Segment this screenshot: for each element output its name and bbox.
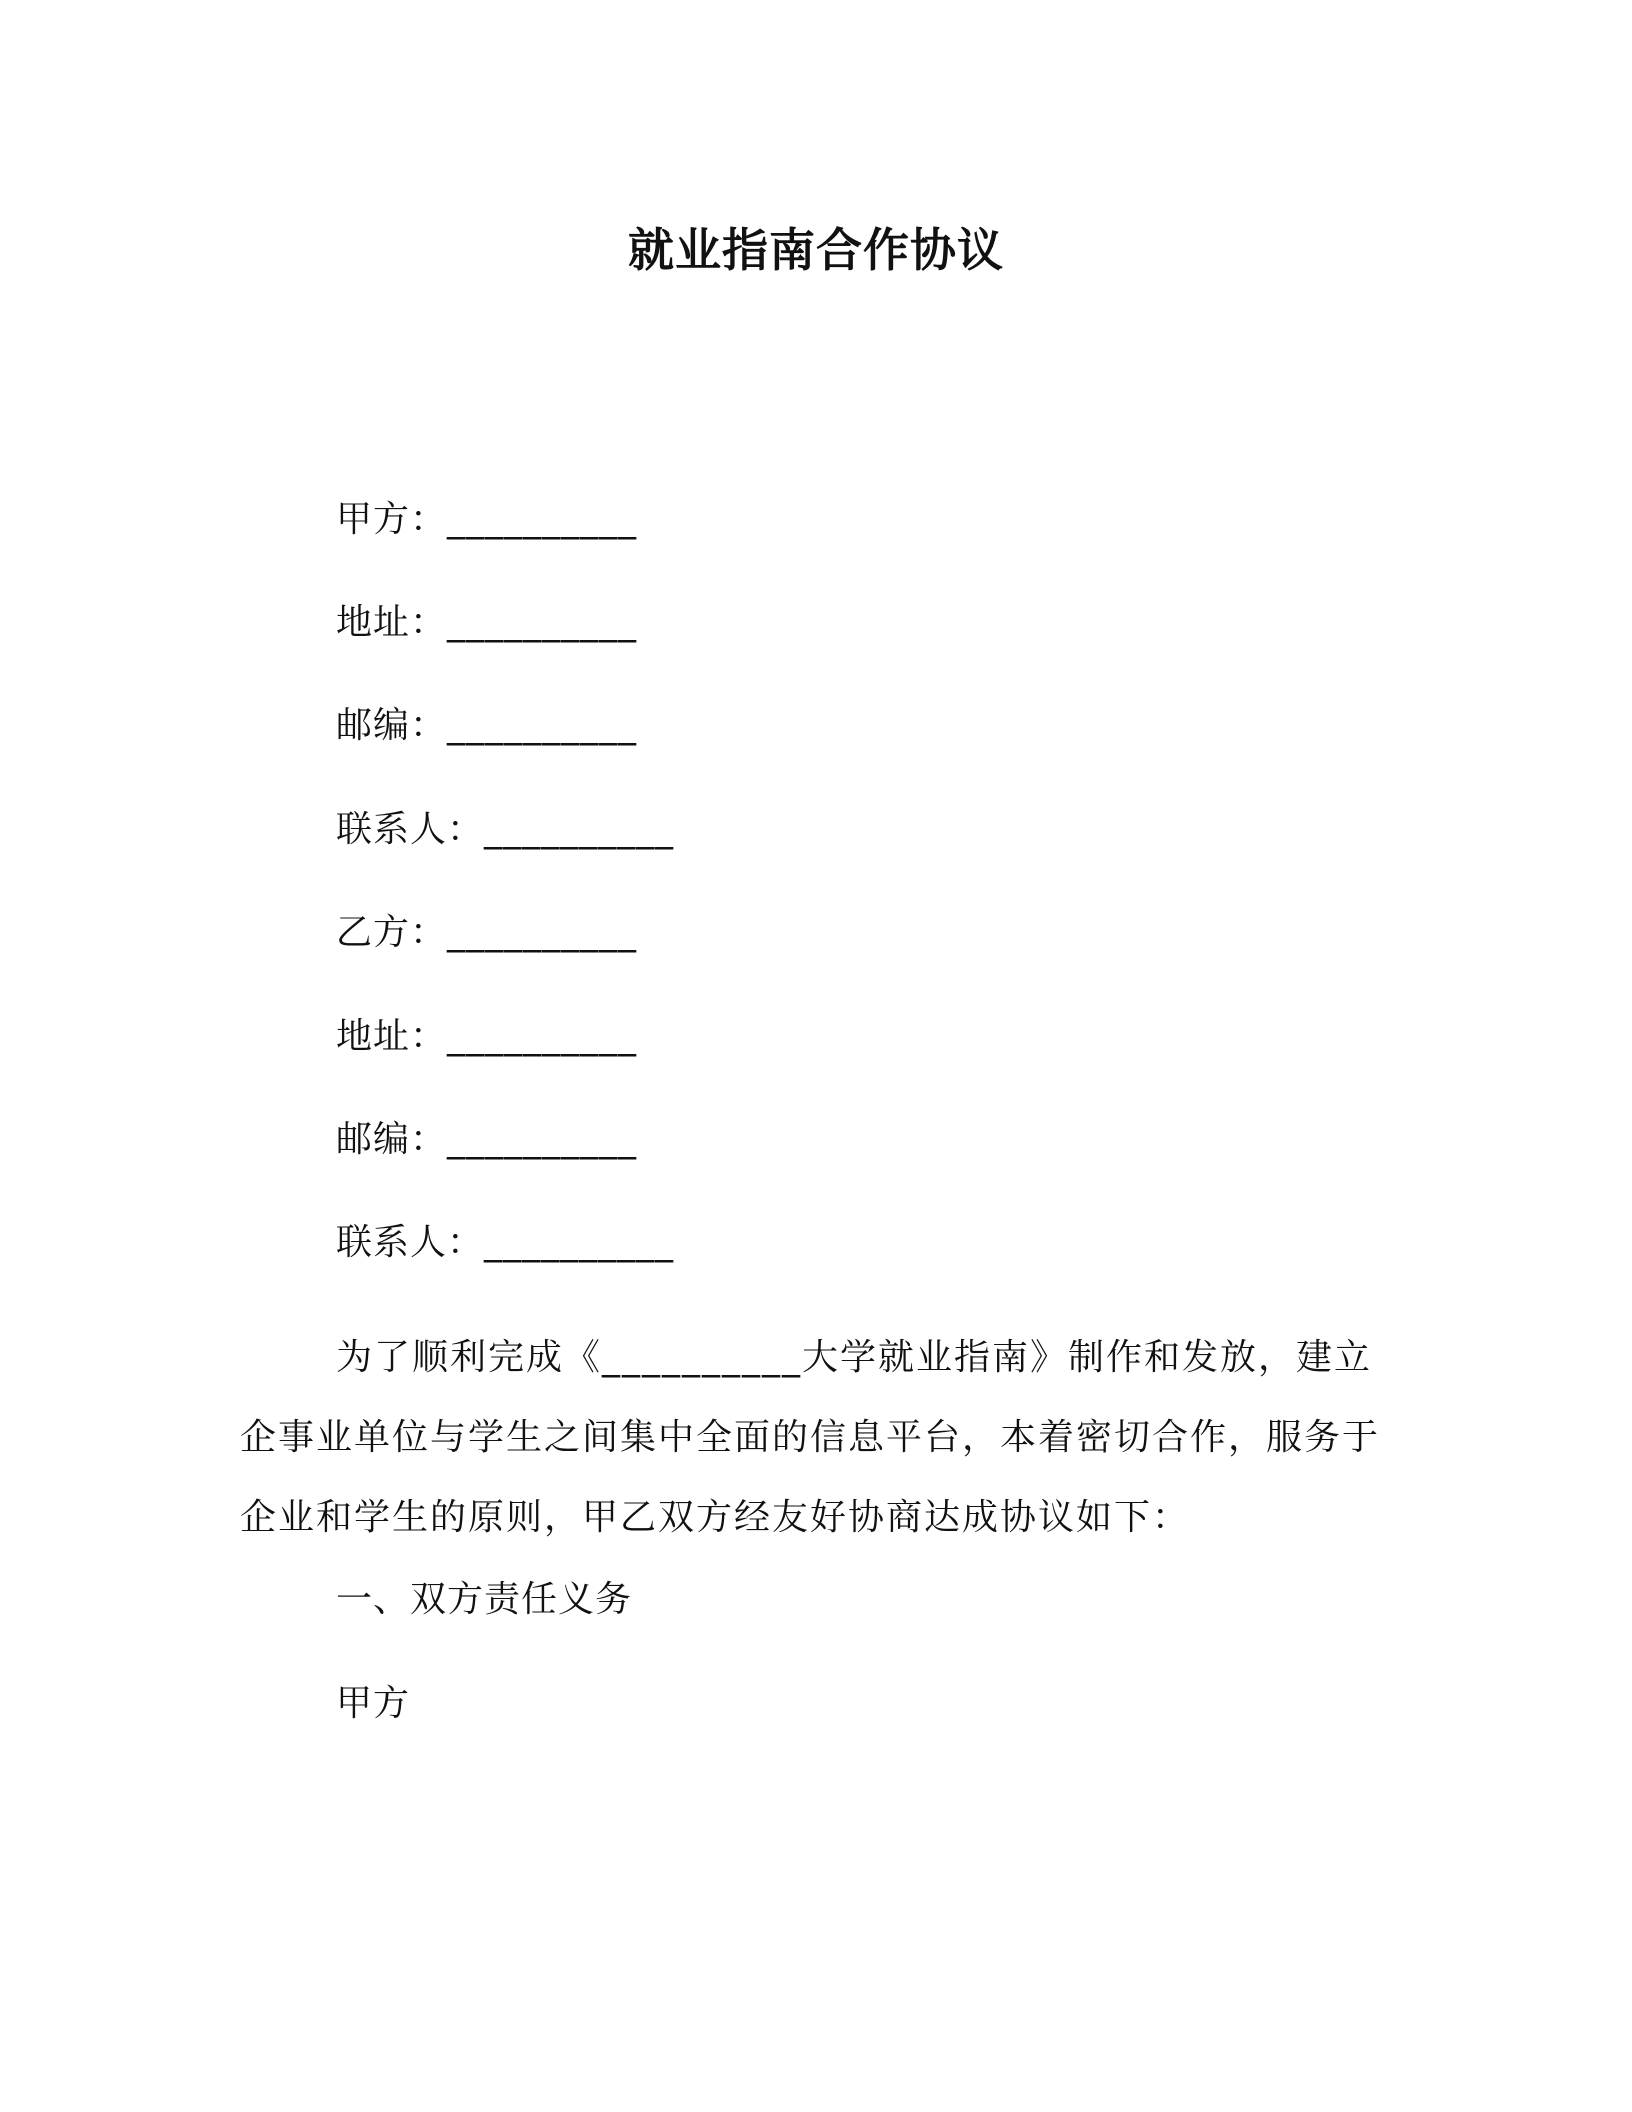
party-a-name-field: 甲方：__________ (336, 499, 638, 540)
party-a-postcode-field: 邮编：__________ (336, 705, 638, 746)
party-b-address-field: 地址：__________ (336, 1016, 638, 1057)
section-1-subheading: 甲方 (336, 1683, 411, 1724)
party-a-contact-field: 联系人：__________ (336, 809, 675, 850)
document-title: 就业指南合作协议 (628, 223, 1004, 277)
party-b-postcode-field: 邮编：__________ (336, 1119, 638, 1160)
intro-paragraph: 为了顺利完成《__________大学就业指南》制作和发放，建立企事业单位与学生之间集中全面的信息平台，本着密切合作，服务于企业和学生的原则，甲乙双方经友好协商达成协议如下： (240, 1337, 1381, 1538)
party-a-address-field: 地址：__________ (336, 602, 638, 643)
party-b-name-field: 乙方：__________ (336, 912, 638, 953)
party-b-contact-field: 联系人：__________ (336, 1222, 675, 1263)
section-1-heading: 一、双方责任义务 (336, 1579, 633, 1620)
